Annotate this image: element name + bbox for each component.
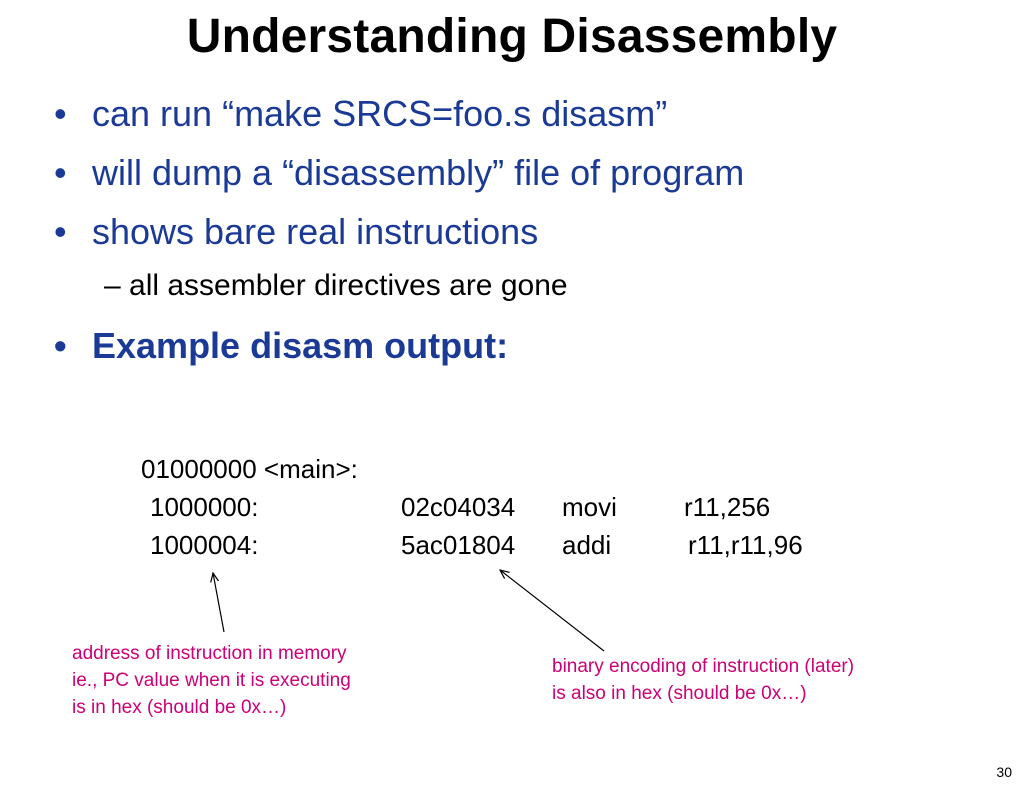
sub-bullet-directives-gone: – all assembler directives are gone (104, 269, 568, 302)
bullet-text: can run “make SRCS=foo.s disasm” (92, 93, 668, 134)
disasm-operands: r11,256 (684, 492, 771, 522)
disasm-address: 1000000: (150, 492, 259, 522)
bullet-marker: • (54, 211, 67, 252)
page-number: 30 (996, 764, 1012, 780)
bullet-marker: • (54, 93, 67, 134)
disasm-header: 01000000 <main>: (141, 454, 358, 484)
disasm-mnemonic: movi (562, 492, 617, 522)
bullet-text: will dump a “disassembly” file of program (92, 152, 745, 193)
address-arrow (213, 573, 224, 632)
bullet-marker: • (54, 152, 67, 193)
disasm-operands: r11,r11,96 (688, 530, 803, 560)
bullet-text: shows bare real instructions (92, 211, 539, 252)
annotation-line: is also in hex (should be 0x…) (552, 683, 807, 704)
disasm-encoding: 5ac01804 (401, 530, 516, 560)
encoding-arrow (500, 570, 604, 651)
annotation-line: ie., PC value when it is executing (72, 670, 351, 691)
annotation-line: is in hex (should be 0x…) (72, 697, 287, 718)
disasm-mnemonic: addi (562, 530, 612, 560)
annotation-line: binary encoding of instruction (later) (552, 656, 855, 677)
bullet-marker: • (54, 325, 67, 366)
disasm-address: 1000004: (150, 530, 259, 560)
bullet-text: Example disasm output: (92, 325, 509, 366)
disasm-encoding: 02c04034 (401, 492, 516, 522)
annotation-line: address of instruction in memory (72, 643, 347, 664)
slide-title: Understanding Disassembly (186, 10, 838, 63)
